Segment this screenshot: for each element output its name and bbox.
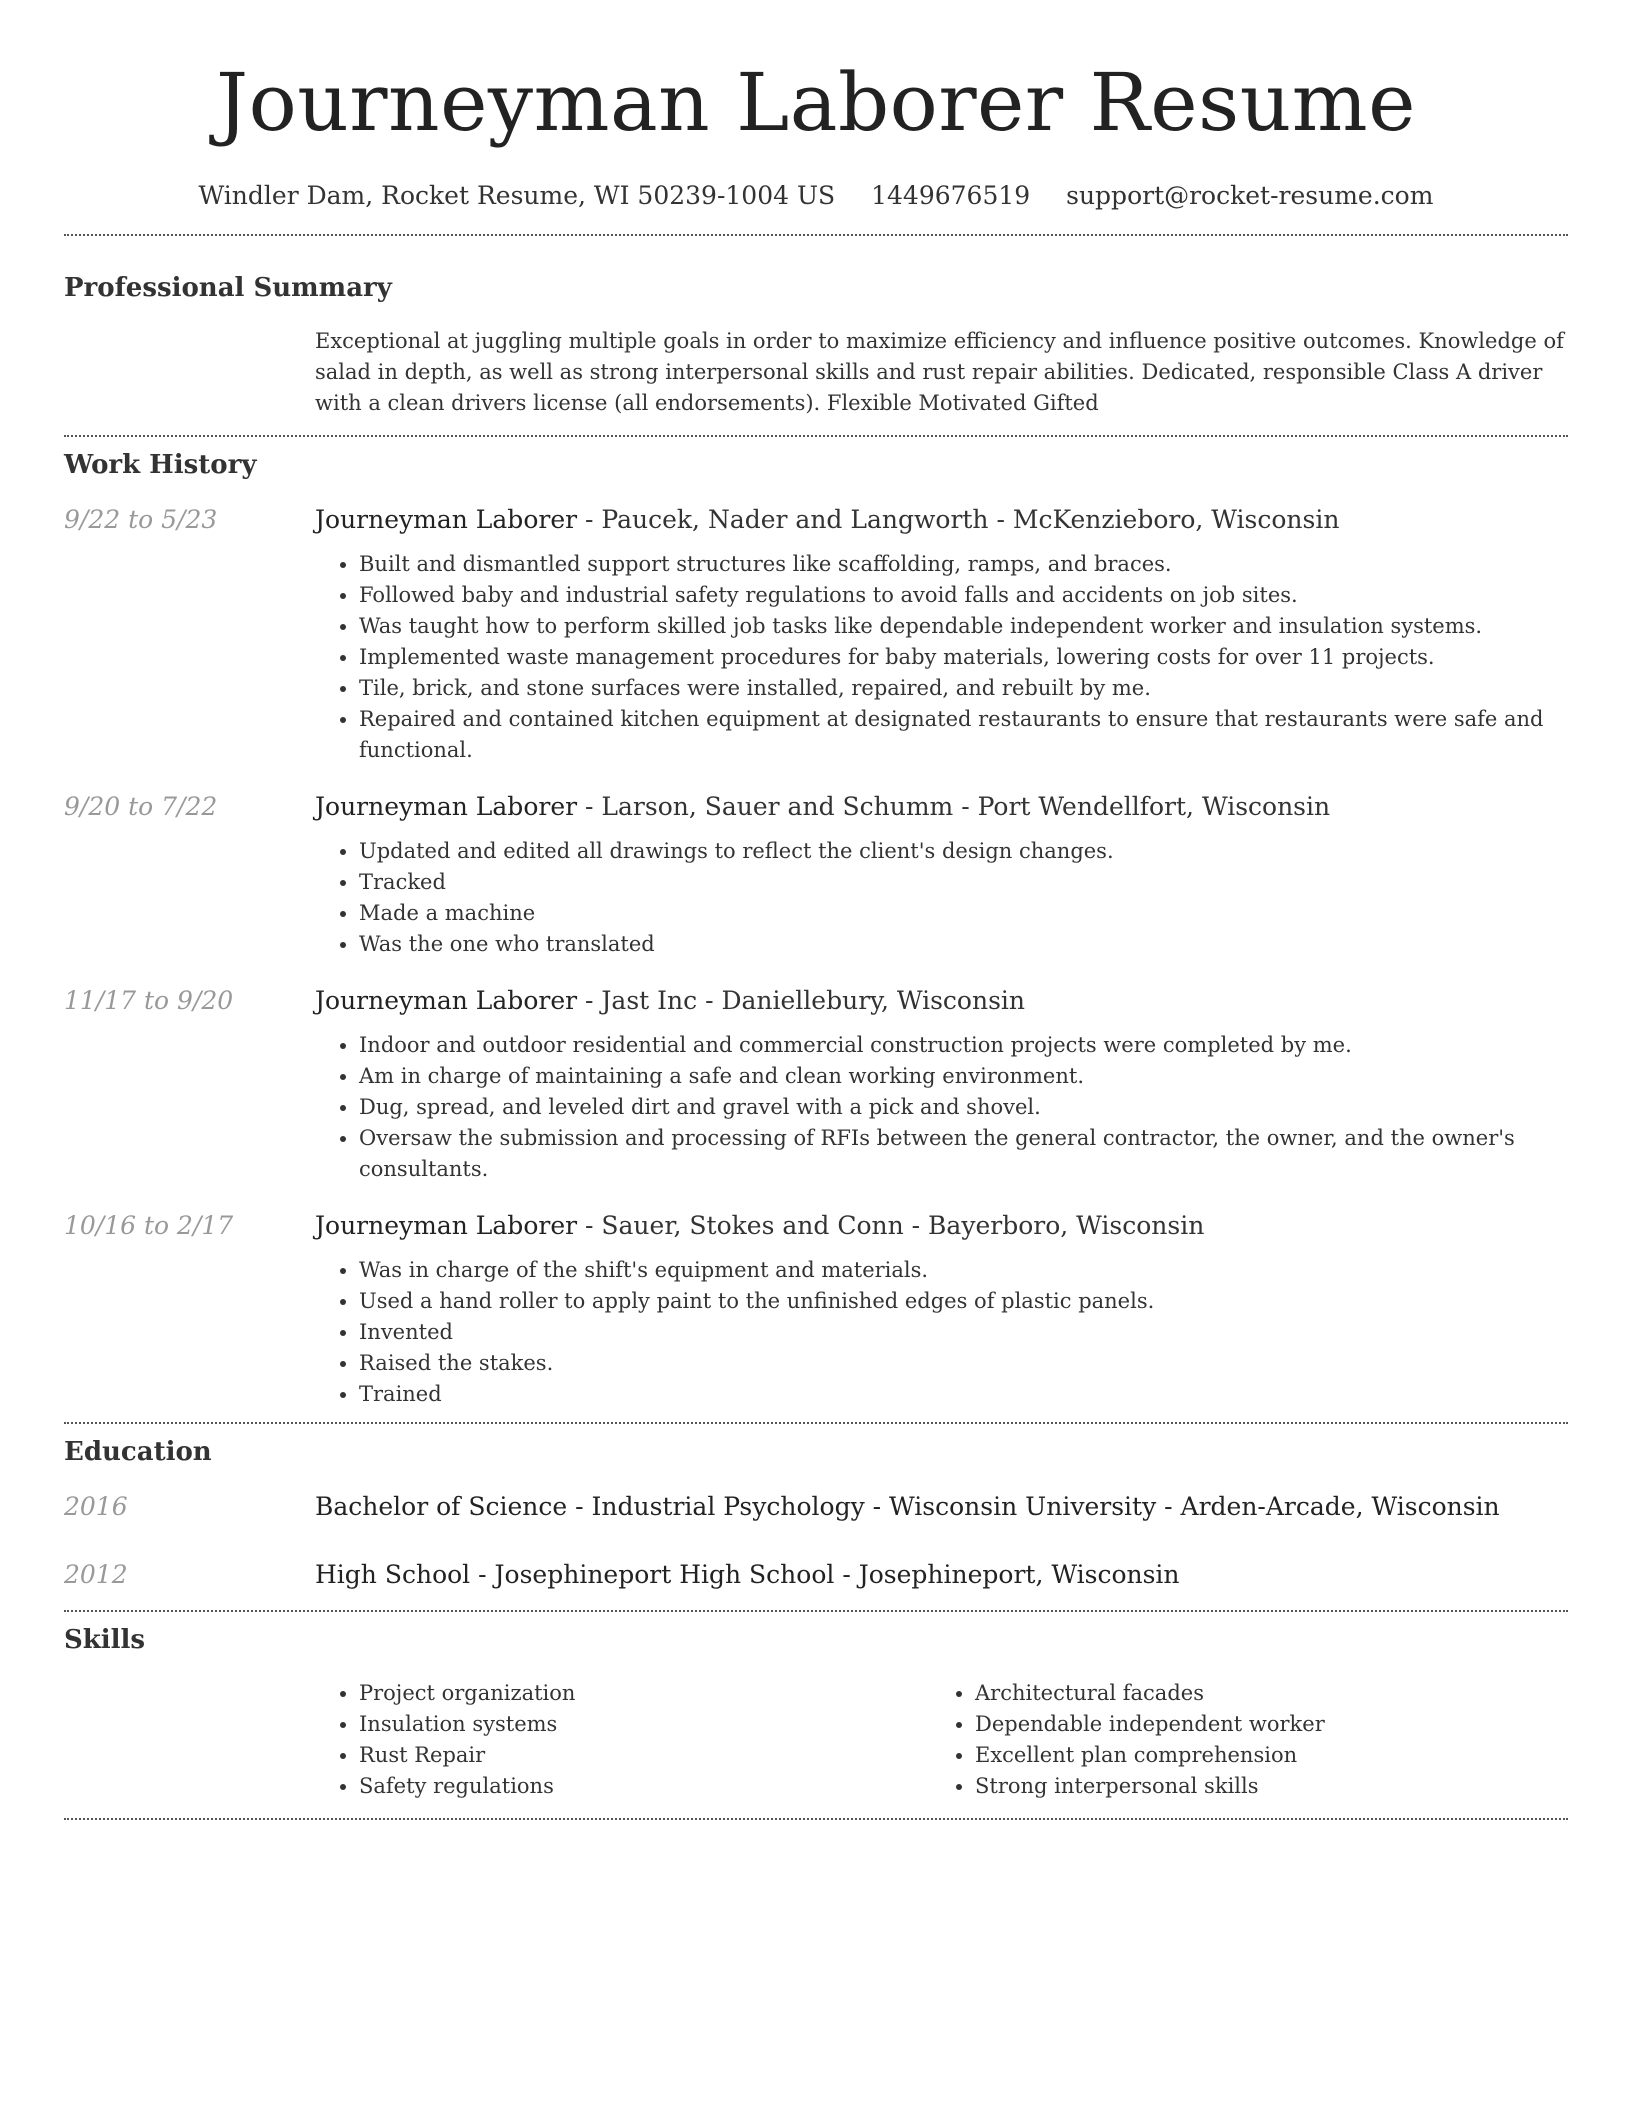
job-details: - Paucek, Nader and Langworth - McKenzieboro, Wisconsin [577, 505, 1340, 534]
job-role: Journeyman Laborer [315, 1211, 578, 1240]
job-role: Journeyman Laborer [315, 986, 578, 1015]
list-item: • Updated and edited all drawings to reflect the client's design changes. [359, 836, 1568, 867]
skills-list-right [931, 1678, 1547, 1802]
education-text: High School - Josephineport High School - Josephineport, Wisconsin [315, 1560, 1180, 1589]
summary-section [64, 236, 1568, 419]
job-bullets [315, 1030, 1568, 1185]
job-entry [64, 788, 1568, 960]
job-title [315, 982, 1568, 1020]
list-item: • Was taught how to perform skilled job tasks like dependable independent worker and insulation systems. [359, 611, 1568, 642]
list-item: • Rust Repair [359, 1740, 931, 1771]
list-item: • Oversaw the submission and processing of RFIs between the general contractor, the owner, and the owner's consultants. [359, 1123, 1568, 1185]
job-entry [64, 501, 1568, 766]
job-entry [64, 1207, 1568, 1410]
job-entry [64, 982, 1568, 1185]
summary-row [64, 326, 1568, 419]
job-dates: 10/16 to 2/17 [64, 1211, 234, 1240]
list-item: • Implemented waste management procedures for baby materials, lowering costs for over 11 projects. [359, 642, 1568, 673]
list-item: • Was in charge of the shift's equipment and materials. [359, 1255, 1568, 1286]
list-item: • Safety regulations [359, 1771, 931, 1802]
skills-list-left [315, 1678, 931, 1802]
job-title [315, 788, 1568, 826]
education-entry [64, 1556, 1568, 1594]
list-item: • Dependable independent worker [975, 1709, 1547, 1740]
job-role: Journeyman Laborer [315, 505, 578, 534]
work-section [64, 437, 1568, 1410]
education-text: Bachelor of Science - Industrial Psychology - Wisconsin University - Arden-Arcade, Wisconsin [315, 1492, 1500, 1521]
education-entry [64, 1488, 1568, 1526]
list-item: • Strong interpersonal skills [975, 1771, 1547, 1802]
job-details: - Sauer, Stokes and Conn - Bayerboro, Wisconsin [577, 1211, 1205, 1240]
job-title [315, 501, 1568, 539]
job-title [315, 1207, 1568, 1245]
list-item: • Followed baby and industrial safety regulations to avoid falls and accidents on job sites. [359, 580, 1568, 611]
education-year: 2016 [64, 1492, 128, 1521]
list-item: • Trained [359, 1379, 1568, 1410]
list-item: • Built and dismantled support structures like scaffolding, ramps, and braces. [359, 549, 1568, 580]
list-item: • Indoor and outdoor residential and commercial construction projects were completed by me. [359, 1030, 1568, 1061]
list-item: • Made a machine [359, 898, 1568, 929]
education-heading: Education [64, 1437, 212, 1467]
list-item: • Tile, brick, and stone surfaces were installed, repaired, and rebuilt by me. [359, 673, 1568, 704]
skills-grid [315, 1678, 1568, 1802]
work-heading: Work History [64, 450, 257, 480]
job-details: - Jast Inc - Daniellebury, Wisconsin [577, 986, 1026, 1015]
list-item: • Excellent plan comprehension [975, 1740, 1547, 1771]
contact-line [64, 176, 1568, 216]
summary-heading: Professional Summary [64, 273, 392, 303]
list-item: • Used a hand roller to apply paint to the unfinished edges of plastic panels. [359, 1286, 1568, 1317]
list-item: • Project organization [359, 1678, 931, 1709]
list-item: • Raised the stakes. [359, 1348, 1568, 1379]
education-section [64, 1424, 1568, 1594]
education-year: 2012 [64, 1560, 128, 1589]
list-item: • Architectural facades [975, 1678, 1547, 1709]
phone-text: 1449676519 [871, 181, 1031, 210]
job-role: Journeyman Laborer [315, 792, 578, 821]
skills-row [64, 1678, 1568, 1802]
list-item: • Dug, spread, and leveled dirt and gravel with a pick and shovel. [359, 1092, 1568, 1123]
summary-text: Exceptional at juggling multiple goals in order to maximize efficiency and influence positive outcomes. Knowledge of salad in depth, as well as strong interpersonal skills and rust repair abilities. Dedicated, responsible Class A driver with a clean drivers license (all endorsements). Flexible Motivated Gifted [315, 329, 1564, 415]
list-item: • Repaired and contained kitchen equipment at designated restaurants to ensure that restaurants were safe and functional. [359, 704, 1568, 766]
list-item: • Was the one who translated [359, 929, 1568, 960]
address-text: Windler Dam, Rocket Resume, WI 50239-1004 US [198, 181, 836, 210]
job-bullets [315, 836, 1568, 960]
list-item: • Am in charge of maintaining a safe and clean working environment. [359, 1061, 1568, 1092]
list-item: • Insulation systems [359, 1709, 931, 1740]
job-dates: 9/20 to 7/22 [64, 792, 218, 821]
job-bullets [315, 549, 1568, 766]
skills-section [64, 1612, 1568, 1802]
job-details: - Larson, Sauer and Schumm - Port Wendellfort, Wisconsin [577, 792, 1331, 821]
skills-heading: Skills [64, 1625, 146, 1655]
job-bullets [315, 1255, 1568, 1410]
job-dates: 9/22 to 5/23 [64, 505, 218, 534]
list-item: • Tracked [359, 867, 1568, 898]
job-dates: 11/17 to 9/20 [64, 986, 234, 1015]
list-item: • Invented [359, 1317, 1568, 1348]
resume-title: Journeyman Laborer Resume [216, 56, 1416, 149]
section-divider [64, 1818, 1568, 1820]
email-link[interactable]: support@rocket-resume.com [1066, 181, 1434, 210]
